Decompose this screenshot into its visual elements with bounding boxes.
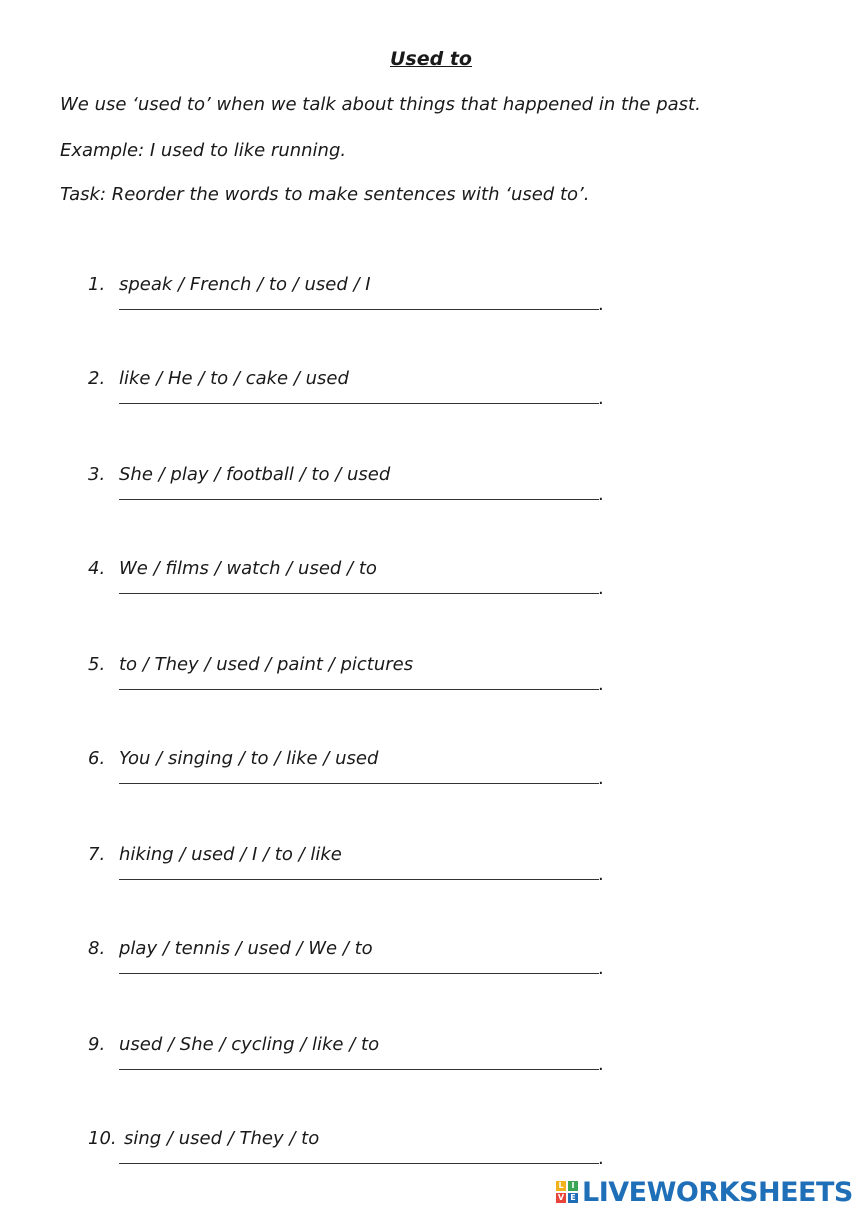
question-words: hiking / used / I / to / like	[119, 844, 342, 865]
question-number: 8.	[88, 938, 106, 959]
answer-period: .	[598, 768, 604, 789]
answer-line[interactable]	[119, 1069, 599, 1070]
answer-period: .	[598, 1148, 604, 1169]
question-words: You / singing / to / like / used	[119, 748, 379, 769]
answer-line[interactable]	[119, 973, 599, 974]
answer-period: .	[598, 294, 604, 315]
question-number: 5.	[88, 654, 106, 675]
question-item	[88, 654, 648, 724]
answer-period: .	[598, 1054, 604, 1075]
intro-text: We use ‘used to’ when we talk about things that happened in the past.	[60, 94, 701, 115]
answer-period: .	[598, 864, 604, 885]
question-number: 2.	[88, 368, 106, 389]
question-item	[88, 274, 648, 344]
task-text: Task: Reorder the words to make sentences with ‘used to’.	[60, 184, 590, 205]
answer-line[interactable]	[119, 309, 599, 310]
question-item	[88, 464, 648, 534]
question-item	[88, 558, 648, 628]
question-number: 6.	[88, 748, 106, 769]
question-item	[88, 844, 648, 914]
question-words: speak / French / to / used / I	[119, 274, 371, 295]
question-words: play / tennis / used / We / to	[119, 938, 373, 959]
worksheet-title: Used to	[390, 48, 472, 70]
question-words: used / She / cycling / like / to	[119, 1034, 380, 1055]
question-number: 7.	[88, 844, 106, 865]
liveworksheets-logo[interactable]	[556, 1176, 856, 1208]
answer-line[interactable]	[119, 403, 599, 404]
question-item	[88, 1034, 648, 1104]
question-words: sing / used / They / to	[124, 1128, 320, 1149]
logo-mark-tile: I	[568, 1181, 578, 1191]
answer-period: .	[598, 958, 604, 979]
question-item	[88, 368, 648, 438]
answer-period: .	[598, 484, 604, 505]
question-number: 4.	[88, 558, 106, 579]
answer-line[interactable]	[119, 879, 599, 880]
question-number: 3.	[88, 464, 106, 485]
answer-period: .	[598, 578, 604, 599]
answer-line[interactable]	[119, 783, 599, 784]
example-text: Example: I used to like running.	[60, 140, 347, 161]
logo-text: LIVEWORKSHEETS	[582, 1176, 853, 1208]
answer-line[interactable]	[119, 689, 599, 690]
answer-line[interactable]	[119, 593, 599, 594]
answer-line[interactable]	[119, 499, 599, 500]
logo-mark-tile: L	[556, 1181, 566, 1191]
question-words: like / He / to / cake / used	[119, 368, 349, 389]
question-item	[88, 938, 648, 1008]
answer-line[interactable]	[119, 1163, 599, 1164]
question-words: to / They / used / paint / pictures	[119, 654, 414, 675]
question-item	[88, 748, 648, 818]
question-number: 9.	[88, 1034, 106, 1055]
logo-mark-tile: E	[568, 1193, 578, 1203]
question-words: She / play / football / to / used	[119, 464, 391, 485]
answer-period: .	[598, 388, 604, 409]
question-words: We / films / watch / used / to	[119, 558, 377, 579]
question-number: 10.	[88, 1128, 117, 1149]
answer-period: .	[598, 674, 604, 695]
logo-mark-tile: V	[557, 1193, 565, 1202]
logo-mark-icon	[556, 1181, 578, 1203]
question-number: 1.	[88, 274, 106, 295]
